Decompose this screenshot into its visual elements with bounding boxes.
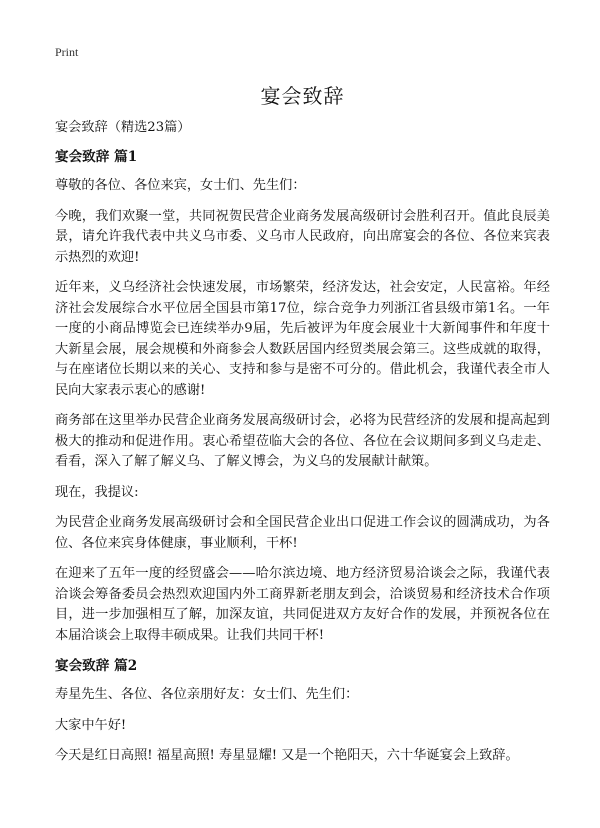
paragraph: 商务部在这里举办民营企业商务发展高级研讨会，必将为民营经济的发展和提高起到极大的推动和促进作用。衷心希望莅临大会的各位、各位在会议期间多到义乌走走、看看，深入了解了解义乌、了解义博会，为义乌的发展献计献策。 bbox=[55, 413, 550, 469]
paragraph: 为民营企业商务发展高级研讨会和全国民营企业出口促进工作会议的圆满成功，为各位、各位来宾身体健康，事业顺利，干杯! bbox=[55, 515, 550, 551]
document-body bbox=[55, 118, 550, 777]
section-heading: 宴会致辞 篇1 bbox=[55, 149, 138, 165]
paragraph: 今晚，我们欢聚一堂，共同祝贺民营企业商务发展高级研讨会胜利召开。值此良辰美景，请允许我代表中共义乌市委、义乌市人民政府，向出席宴会的各位、各位来宾表示热烈的欢迎! bbox=[55, 208, 550, 265]
section-1 bbox=[55, 147, 550, 646]
section-heading: 宴会致辞 篇2 bbox=[55, 658, 138, 674]
paragraph: 近年来，义乌经济社会快速发展，市场繁荣，经济发达，社会安定，人民富裕。年经济社会发展综合水平位居全国县市第17位，综合竞争力列浙江省县级市第1名。一年一度的小商品博览会已连续举办9届，先后被评为年度会展业十大新闻事件和年度十大新星会展，展会规模和外商参会人数跃居国内经贸类展会第三。这些成就的取得，与在座诸位长期以来的关心、支持和参与是密不可分的。借此机会，我谨代表全市人民向大家表示衷心的感谢! bbox=[55, 280, 550, 398]
paragraph: 尊敬的各位、各位来宾，女士们、先生们： bbox=[55, 178, 306, 193]
paragraph: 寿星先生、各位、各位亲朋好友：女士们、先生们： bbox=[55, 687, 359, 702]
paragraph: 今天是红日高照! 福星高照! 寿星显耀! 又是一个艳阳天，六十华诞宴会上致辞。 bbox=[55, 748, 519, 763]
document-subtitle: 宴会致辞（精选23篇） bbox=[55, 120, 191, 135]
paragraph: 现在，我提议: bbox=[55, 484, 139, 500]
section-2 bbox=[55, 656, 550, 767]
page-title: 宴会致辞 bbox=[260, 84, 345, 108]
paragraph: 在迎来了五年一度的经贸盛会——哈尔滨边境、地方经济贸易洽谈会之际，我谨代表洽谈会筹备委员会热烈欢迎国内外工商界新老朋友到会，洽谈贸易和经济技术合作项目，进一步加强相互了解，加深友谊，共同促进双方友好合作的发展，并预祝各位在本届洽谈会上取得丰硕成果。让我们共同干杯! bbox=[55, 566, 550, 643]
paragraph: 大家中午好! bbox=[55, 717, 127, 733]
print-link[interactable]: Print bbox=[55, 45, 79, 59]
